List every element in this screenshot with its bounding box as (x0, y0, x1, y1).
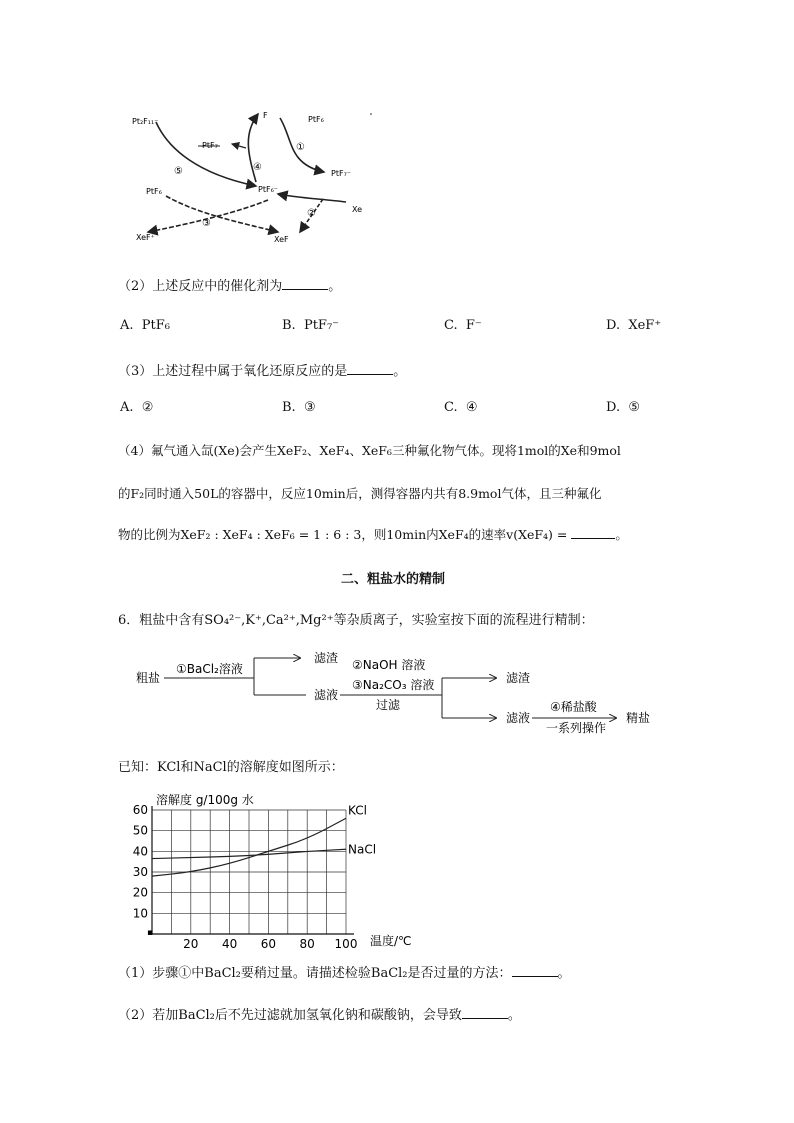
step-label-5: ⑤ (174, 166, 183, 177)
chart-xlabel: 温度/℃ (370, 934, 412, 948)
chart-grid (152, 806, 354, 934)
answer-blank[interactable] (347, 363, 393, 375)
q3-stem: （3）上述过程中属于氧化还原反应的是 。 (118, 364, 407, 379)
flow-residue2: 滤渣 (506, 671, 531, 685)
q6-stem: 6．粗盐中含有SO₄²⁻,K⁺,Ca²⁺,Mg²⁺等杂质离子，实验室按下面的流程进行精制： (118, 613, 594, 628)
y-tick-label: 30 (132, 865, 148, 879)
y-tick-label: 40 (132, 844, 148, 859)
flow-filter: 过滤 (376, 698, 401, 712)
arrow-step2 (278, 194, 346, 202)
chart-origin-mark: ▪ (147, 928, 154, 938)
node-ptf6-left: PtF₆ (146, 187, 162, 196)
flow-filtrate1: 滤液 (314, 688, 339, 702)
known-text: 已知：KCl和NaCl的溶解度如图所示： (118, 760, 344, 775)
q3-option-b[interactable]: B. ③ (282, 400, 316, 415)
y-tick-label: 60 (132, 803, 148, 817)
x-tick-label: 20 (183, 937, 199, 951)
answer-blank[interactable] (571, 527, 615, 539)
flow-crude-salt: 粗盐 (136, 671, 161, 685)
y-tick-label: 10 (132, 906, 148, 921)
node-pt2f11: Pt₂F₁₁⁻ (132, 117, 159, 126)
node-ptf7-left: PtF₇ (202, 141, 218, 150)
node-xe: Xe (352, 205, 363, 214)
node-xef-plus: XeF⁺ (136, 233, 155, 242)
node-ptf7-right: PtF₇⁻ (331, 169, 351, 178)
q3-option-a[interactable]: A. ② (120, 400, 154, 415)
reaction-cycle-diagram (128, 104, 378, 254)
q2-option-d[interactable]: D. XeF⁺ (606, 318, 662, 333)
flow-step4: ④稀盐酸 (550, 700, 597, 714)
q2-option-c[interactable]: C. F⁻ (444, 318, 482, 333)
node-ptf6-center: PtF₆⁻ (258, 185, 278, 194)
q2-option-a[interactable]: A. PtF₆ (120, 318, 170, 333)
arrow-step3a (166, 196, 278, 232)
flow-refined-salt: 精盐 (626, 711, 651, 725)
q2-option-b[interactable]: B. PtF₇⁻ (282, 318, 340, 333)
sub1-question: （1）步骤①中BaCl₂要稍过量。请描述检验BaCl₂是否过量的方法： 。 (118, 966, 571, 981)
node-xef: XeF (274, 235, 289, 244)
x-tick-label: 80 (299, 937, 315, 951)
step-label-4: ④ (253, 162, 262, 173)
step-label-1: ① (296, 142, 305, 153)
series-label-kcl: KCl (348, 803, 367, 818)
series-label-nacl: NaCl (348, 842, 377, 857)
x-tick-label: 60 (260, 937, 277, 951)
flow-series-operations: 一系列操作 (546, 721, 607, 735)
q4-line3: 物的比例为XeF₂ : XeF₄ : XeF₆ = 1 : 6 : 3，则10min内XeF₄的速率v(XeF₄) = 。 (118, 527, 628, 542)
y-tick-label: 20 (132, 885, 148, 900)
sub2-question: （2）若加BaCl₂后不先过滤就加氢氧化钠和碳酸钠，会导致 。 (118, 1008, 521, 1023)
x-tick-label: 100 (334, 937, 358, 951)
node-ptf6-top: PtF₆ (308, 115, 324, 124)
flow-step1: ①BaCl₂溶液 (176, 662, 243, 676)
step-label-2: ② (307, 208, 316, 219)
answer-blank[interactable] (512, 965, 558, 977)
step-label-3: ③ (202, 218, 211, 229)
solubility-chart (118, 788, 428, 953)
q4-line2: 的F₂同时通入50L的容器中，反应10min后，测得容器内共有8.9mol气体，且三种氟化 (118, 486, 602, 501)
answer-blank[interactable] (282, 278, 328, 290)
q3-option-d[interactable]: D. ⑤ (606, 400, 641, 415)
flow-step3: ③Na₂CO₃ 溶液 (352, 678, 435, 692)
flow-step2: ②NaOH 溶液 (352, 658, 426, 672)
section-title: 二、粗盐水的精制 (341, 572, 446, 587)
y-tick-label: 50 (132, 823, 148, 838)
arrow-step5 (156, 122, 256, 186)
chart-ylabel: 溶解度 g/100g 水 (156, 793, 254, 807)
purification-flowchart (130, 645, 670, 740)
node-f: F (263, 111, 268, 120)
q3-option-c[interactable]: C. ④ (444, 400, 478, 415)
q4-line1: （4）氟气通入氙(Xe)会产生XeF₂、XeF₄、XeF₆三种氟化物气体。现将1mol的Xe和9mol (118, 443, 621, 458)
x-tick-label: 40 (221, 937, 238, 951)
answer-blank[interactable] (462, 1007, 508, 1019)
q2-stem: （2）上述反应中的催化剂为 。 (118, 279, 342, 294)
flow-filtrate2: 滤液 (506, 711, 531, 725)
flow-residue1: 滤渣 (314, 651, 339, 665)
